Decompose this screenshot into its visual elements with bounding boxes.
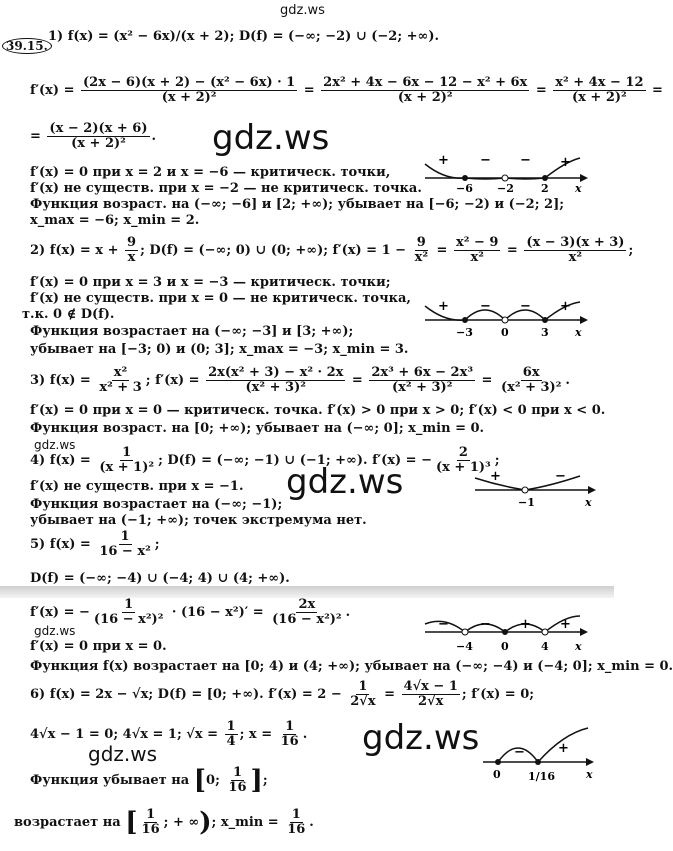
sign-d1-0: + [438,153,449,168]
part4-increasing: Функция возрастает на (−∞; −1); [30,497,283,512]
tick-d2-1: 0 [501,326,509,339]
var-d4: x [585,496,592,509]
sign-d5-3: + [560,617,571,632]
frac-2: $\frac{\text{2x² + 4x − 6x − 12 − x² + 6x}}{\text{(x + 2)²}}$ [323,75,528,105]
part5-domain: D(f) = (−∞; −4) ∪ (−4; 4) ∪ (4; +∞). [30,571,290,586]
part1-derivative: f′(x) = $\frac{\text{(2x − 6)(x + 2) − (x² − 6x) · 1}}{\text{(x + 2)²}}$ = $\frac{\text{2x² + 4x − 6x − 12 − x² + 6x}}{\text{(x + 2)²}}$ = $\frac{\text{x² + 4x − 12}}{\text{(x + 2)²}}$ = [30,75,663,105]
sign-d6-0: − [514,745,525,760]
tick-d6-1: 1/16 [528,770,555,783]
tick-d4-0: −1 [518,496,535,509]
frac-4: $\frac{(x - 2)(x + 6)}{\text{(x + 2)²}}$ [49,121,148,151]
sign-d5-1: − [480,617,491,632]
part1-function-text: 1) f(x) = (x² − 6x)/(x + 2); D(f) = (−∞; −2) ∪ (−2; +∞). [48,29,440,44]
tick-d6-0: 0 [493,768,501,781]
part6-solve: 4√x − 1 = 0; 4√x = 1; √x = $\frac{1}{4}$ ; x = $\frac{1}{16}$ . [30,719,308,749]
tick-d5-2: 4 [541,640,549,653]
part4-noncritical: f′(x) не существ. при x = −1. [30,479,244,494]
part1-monotonic: Функция возраст. на (−∞; −6] и [2; +∞); убывает на [−6; −2) и (−2; 2]; [30,197,565,212]
sign-d2-3: + [560,299,571,314]
watermark-small-1: gdz.ws [34,438,76,452]
frac-3: $\frac{\text{x² + 4x − 12}}{\text{(x + 2)²}}$ [555,75,644,105]
tick-d5-0: −4 [456,640,473,653]
part2-function: 2) f(x) = x + $\frac{9}{x}$ ; D(f) = (−∞; 0) ∪ (0; +∞); f′(x) = 1 − $\frac{9}{\text{x²}}$ = $\frac{\text{x² − 9}}{\text{x²}}$ = $\frac{(x - 3)(x + 3)}{\text{x²}}$ ; [30,235,634,265]
part2-noncritical: f′(x) не существ. при x = 0 — не критическ. точка, [30,291,411,306]
part5-monotonic: Функция f(x) возрастает на [0; 4) и (4; +∞); убывает на (−∞; −4) и (−4; 0]; x_min = 0. [30,659,673,674]
watermark-big-2: gdz.ws [286,462,404,502]
sign-d6-1: + [558,741,569,756]
part2-critical: f′(x) = 0 при x = 3 и x = −3 — критическ. точки; [30,275,391,290]
part1-function [48,30,439,44]
problem-number-circle: 39.15. [2,38,52,54]
part1-extrema: x_max = −6; x_min = 2. [30,213,200,228]
part2-domain-note: т.к. 0 ∉ D(f). [22,307,115,322]
part5-derivative: f′(x) = − $\frac{1}{\text{(16 − x²)²}}$ · (16 − x²)′ = $\frac{2x}{\text{(16 − x²)²}}$ . [30,597,351,627]
watermark-big-1: gdz.ws [212,118,330,158]
sign-diagram-4 [470,468,600,508]
watermark-small-3: gdz.ws [88,742,158,766]
sign-diagram-2 [420,296,590,338]
sign-d4-1: − [555,469,566,484]
part5-critical: f′(x) = 0 при x = 0. [30,639,167,654]
sign-d2-2: − [520,299,531,314]
part3-function: 3) f(x) = $\frac{\text{x²}}{\text{x² + 3}}$ ; f′(x) = $\frac{\text{2x(x² + 3) − x² · 2x}}{\text{(x² + 3)²}}$ = $\frac{\text{2x³ + 6x − 2x³}}{\text{(x² + 3)²}}$ = $\frac{6x}{\text{(x² + 3)²}}$ . [30,365,570,395]
var-d2: x [575,326,582,339]
part6-increasing: возрастает на [ $\frac{1}{16}$ ; + ∞); x_min = $\frac{1}{16}$ . [14,807,314,838]
tick-d2-0: −3 [456,326,473,339]
tick-d1-1: −2 [497,182,514,195]
deriv-label: f′(x) = [30,83,80,98]
sign-d1-2: − [520,153,531,168]
tick-d1-0: −6 [456,182,473,195]
part1-noncritical: f′(x) не существ. при x = −2 — не критическ. точка. [30,181,422,196]
part1-factored: = $\frac{(x - 2)(x + 6)}{\text{(x + 2)²}}$ . [30,121,157,151]
sign-d5-0: − [438,617,449,632]
part6-function: 6) f(x) = 2x − √x; D(f) = [0; +∞). f′(x) = 2 − $\frac{1}{2√x}$ = $\frac{4√x - 1}{2√x}$ ; f′(x) = 0; [30,679,535,709]
part2-increasing: Функция возрастает на (−∞; −3] и [3; +∞); [30,324,354,339]
part5-function: 5) f(x) = $\frac{1}{\text{16 − x²}}$ ; [30,529,160,559]
watermark-big-3: gdz.ws [362,718,480,758]
problem-number [2,38,52,54]
sign-d2-1: − [480,299,491,314]
part2-decreasing: убывает на [−3; 0) и (0; 3]; x_max = −3; x_min = 3. [30,342,409,357]
sign-d4-0: + [490,469,501,484]
frac-1: $\frac{\text{(2x − 6)(x + 2) − (x² − 6x) · 1}}{\text{(x + 2)²}}$ [83,75,296,105]
tick-d1-2: 2 [541,182,549,195]
tick-d2-2: 3 [541,326,549,339]
watermark-top: gdz.ws [280,3,325,18]
var-d1: x [575,182,582,195]
sign-diagram-5 [420,604,590,652]
var-d6: x [586,768,593,781]
var-d5: x [575,640,582,653]
part4-decreasing: убывает на (−1; +∞); точек экстремума нет. [30,513,367,528]
sign-d2-0: + [438,299,449,314]
part3-critical: f′(x) = 0 при x = 0 — критическ. точка. f′(x) > 0 при x > 0; f′(x) < 0 при x < 0. [30,403,606,418]
sign-diagram-1 [420,152,590,195]
part1-critical: f′(x) = 0 при x = 2 и x = −6 — критическ. точки, [30,165,391,180]
part4-function: 4) f(x) = $\frac{1}{\text{(x + 1)²}}$ ; D(f) = (−∞; −1) ∪ (−1; +∞). f′(x) = − $\frac{2}{\text{(x + 1)³}}$ ; [30,445,500,475]
part6-decreasing: Функция убывает на [0; $\frac{1}{16}$ ]; [30,765,268,796]
sign-diagram-6 [478,722,598,788]
sign-d1-1: − [480,153,491,168]
sign-d5-2: + [520,617,531,632]
part3-monotonic: Функция возраст. на [0; +∞); убывает на (−∞; 0]; x_min = 0. [30,421,485,436]
sign-d1-3: + [560,155,571,170]
tick-d5-1: 0 [501,640,509,653]
watermark-small-2: gdz.ws [34,624,76,638]
